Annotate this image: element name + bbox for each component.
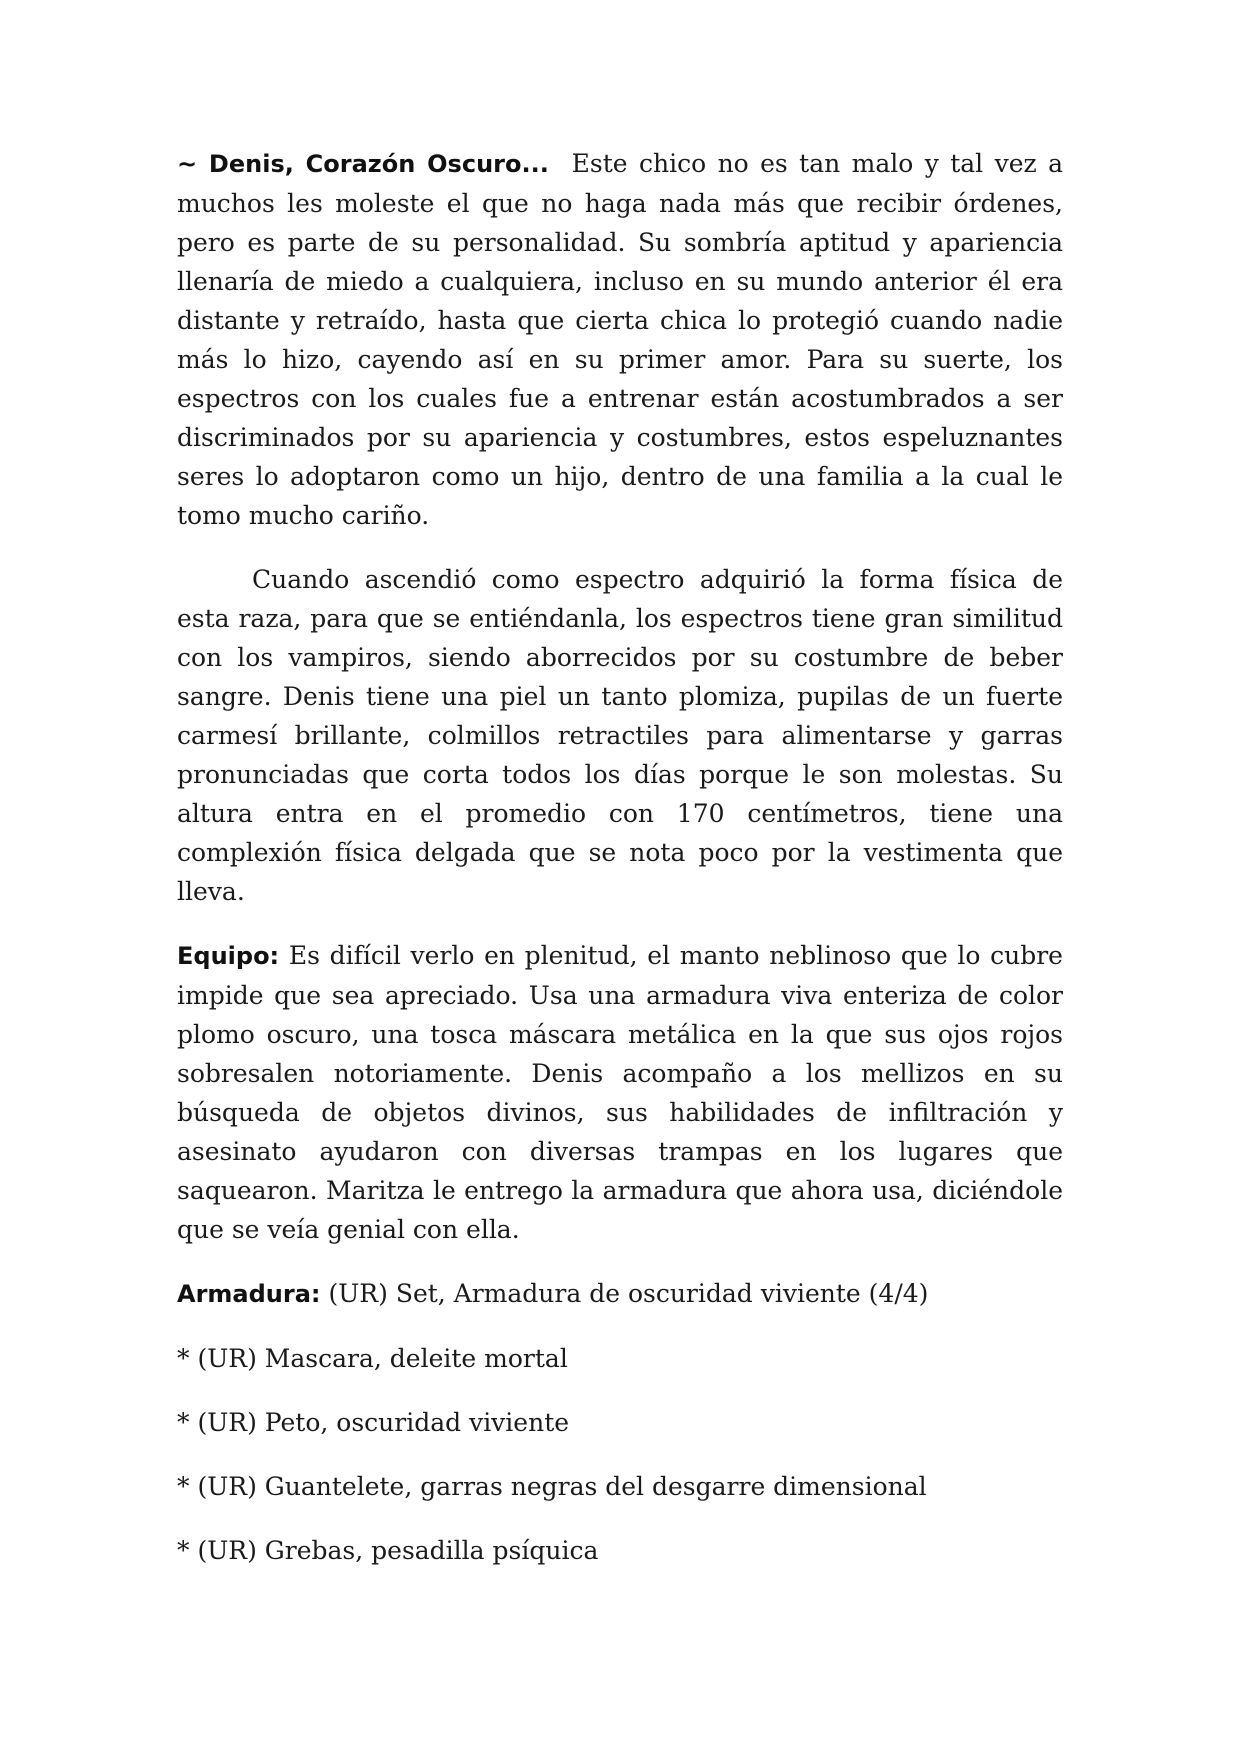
armor-item: * (UR) Grebas, pesadilla psíquica <box>177 1536 599 1565</box>
armor-item: * (UR) Peto, oscuridad viviente <box>177 1408 570 1437</box>
character-heading: ~ Denis, Corazón Oscuro... <box>177 150 549 178</box>
intro-paragraph <box>177 144 1063 535</box>
armor-item: * (UR) Mascara, deleite mortal <box>177 1344 568 1373</box>
document-page <box>177 144 1063 1595</box>
armor-set-line <box>177 1274 1063 1314</box>
ascension-paragraph: Cuando ascendió como espectro adquirió la forma física de esta raza, para que se entiéndanla, los espectros tiene gran similitud con los vampiros, siendo aborrecidos por su costumbre de beber sangre. Denis tiene una piel un tanto plomiza, pupilas de un fuerte carmesí brillante, colmillos retractiles para alimentarse y garras pronunciadas que corta todos los días porque le son molestas. Su altura entra en el promedio con 170 centímetros, tiene una complexión física delgada que se nota poco por la vestimenta que lleva. <box>177 565 1063 906</box>
intro-text: Este chico no es tan malo y tal vez a muchos les moleste el que no haga nada más que recibir órdenes, pero es parte de su personalidad. Su sombría aptitud y apariencia llenaría de miedo a cualquiera, incluso en su mundo anterior él era distante y retraído, hasta que cierta chica lo protegió cuando nadie más lo hizo, cayendo así en su primer amor. Para su suerte, los espectros con los cuales fue a entrenar están acostumbrados a ser discriminados por su apariencia y costumbres, estos espeluznantes seres lo adoptaron como un hijo, dentro de una familia a la cual le tomo mucho cariño. <box>177 149 1063 530</box>
equipment-paragraph <box>177 936 1063 1249</box>
armor-list <box>177 1339 1063 1570</box>
armor-set: (UR) Set, Armadura de oscuridad viviente (4/4) <box>328 1279 929 1308</box>
armor-item: * (UR) Guantelete, garras negras del desgarre dimensional <box>177 1472 927 1501</box>
equipment-text: Es difícil verlo en plenitud, el manto neblinoso que lo cubre impide que sea apreciado. Usa una armadura viva enteriza de color plomo oscuro, una tosca máscara metálica en la que sus ojos rojos sobresalen notoriamente. Denis acompaño a los mellizos en su búsqueda de objetos divinos, sus habilidades de infiltración y asesinato ayudaron con diversas trampas en los lugares que saquearon. Maritza le entrego la armadura que ahora usa, diciéndole que se veía genial con ella. <box>177 941 1063 1244</box>
armor-label: Armadura: <box>177 1280 321 1308</box>
equipment-label: Equipo: <box>177 942 280 970</box>
